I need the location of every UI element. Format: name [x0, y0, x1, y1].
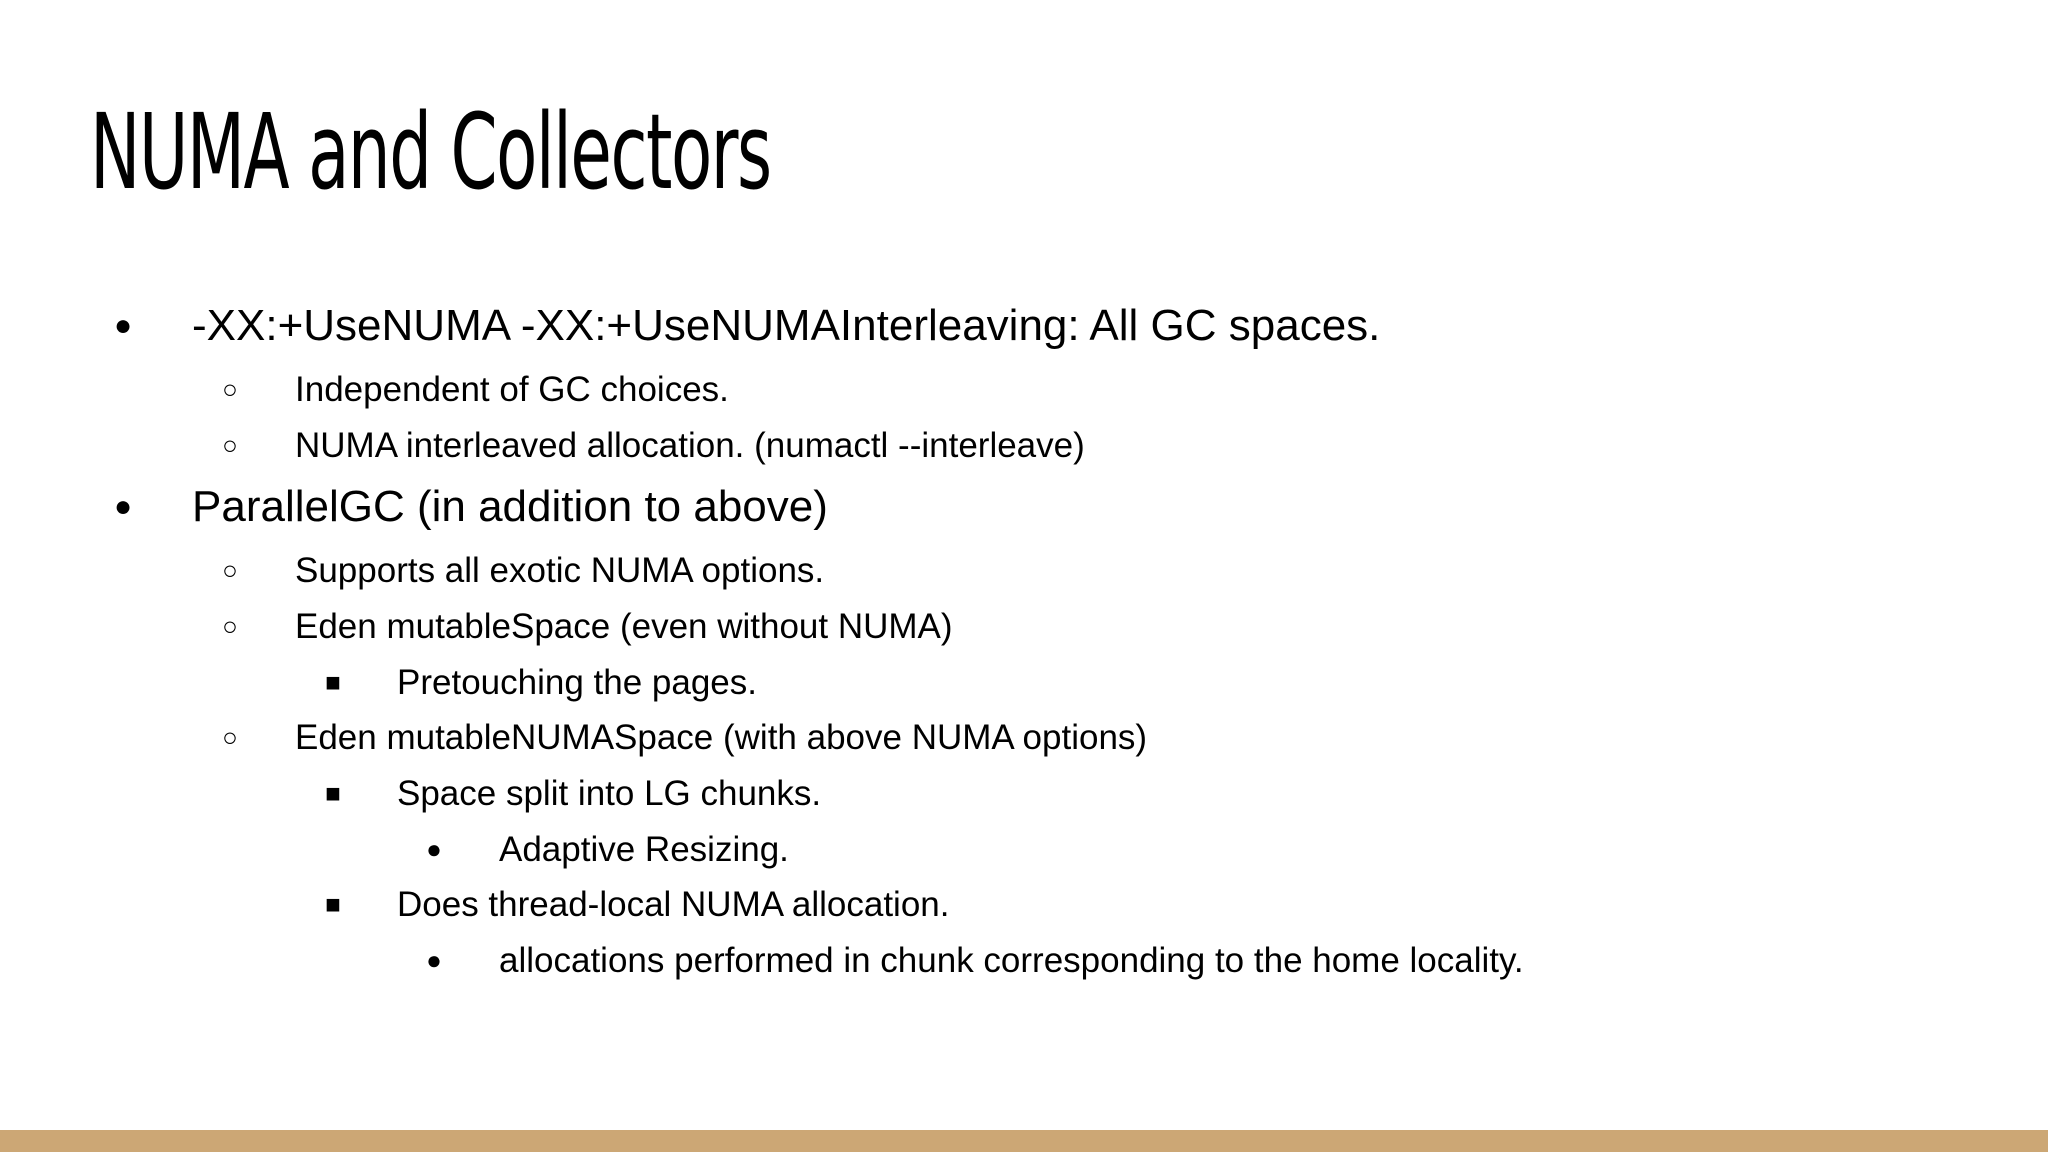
bullet-marker: ●: [426, 945, 442, 975]
bullet-marker: ○: [222, 374, 238, 404]
bullet-text: Supports all exotic NUMA options.: [295, 550, 825, 590]
bullet-text: Does thread-local NUMA allocation.: [397, 884, 950, 924]
bullet-marker: ○: [222, 430, 238, 460]
bullet-marker: ○: [222, 555, 238, 585]
bullet-text: Eden mutableSpace (even without NUMA): [295, 606, 953, 646]
bullet-marker: ○: [222, 722, 238, 752]
bullet-text: ParallelGC (in addition to above): [192, 482, 828, 531]
bullet-marker: ■: [325, 667, 341, 697]
bullet-text: NUMA interleaved allocation. (numactl --interleave): [295, 425, 1085, 465]
slide-title: NUMA and Collectors: [90, 91, 771, 213]
bullet-text: Independent of GC choices.: [295, 369, 729, 409]
bullet-text: Space split into LG chunks.: [397, 773, 822, 813]
bullet-text: Pretouching the pages.: [397, 662, 757, 702]
bullet-marker: ●: [426, 834, 442, 864]
bullet-text: Adaptive Resizing.: [499, 829, 789, 869]
bullet-marker: ●: [113, 309, 133, 342]
bullet-text: Eden mutableNUMASpace (with above NUMA options): [295, 717, 1148, 757]
footer-bar: [0, 1130, 2048, 1152]
bullet-marker: ○: [222, 611, 238, 641]
bullet-text: allocations performed in chunk corresponding to the home locality.: [499, 940, 1524, 980]
bullet-text: -XX:+UseNUMA -XX:+UseNUMAInterleaving: All GC spaces.: [192, 301, 1381, 350]
bullet-marker: ■: [325, 778, 341, 808]
bullet-marker: ●: [113, 490, 133, 523]
bullet-marker: ■: [325, 889, 341, 919]
